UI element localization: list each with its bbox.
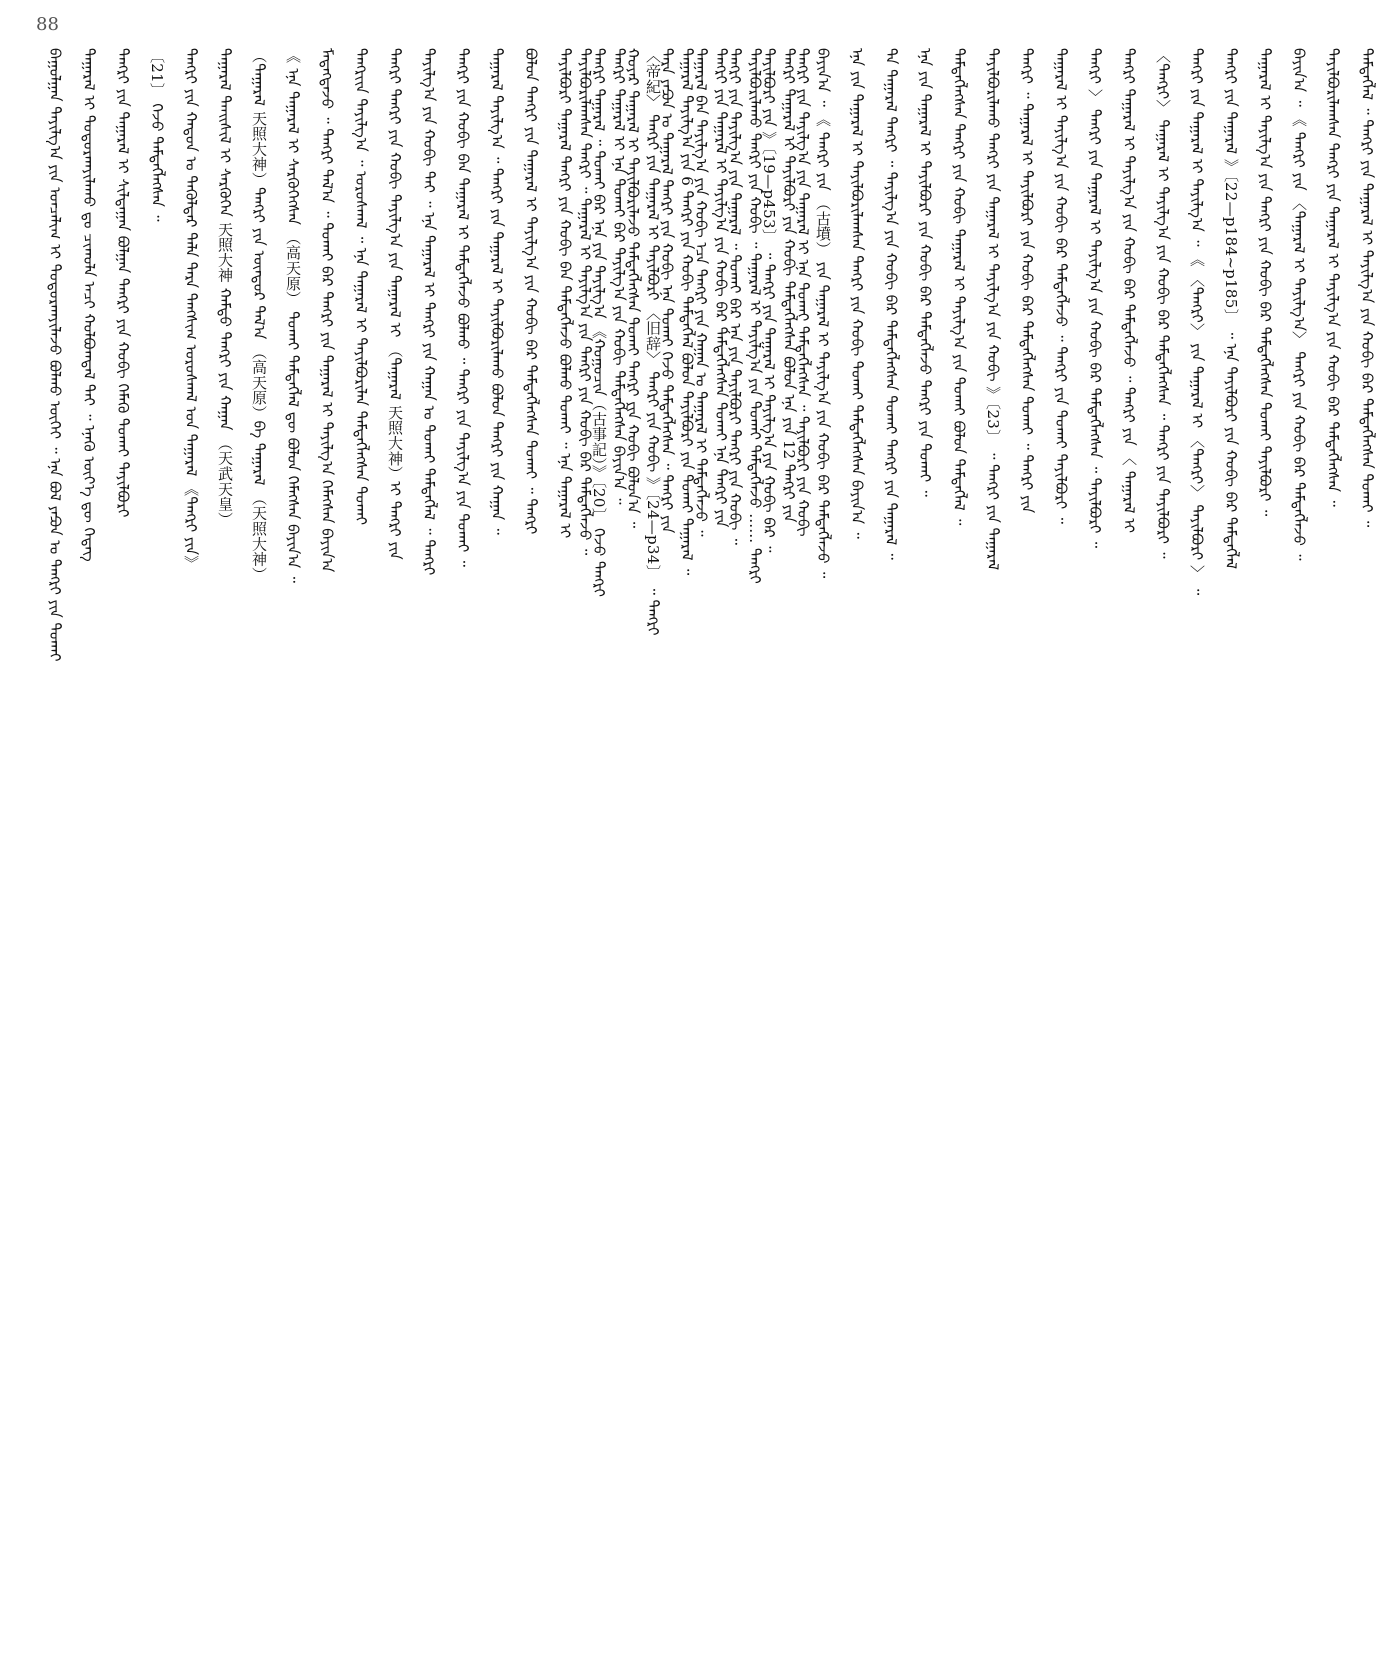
text-line: ᠲᠠᠭᠠᠷᠠᠯ ᠢ ᠲᠠᠶᠢᠯᠭ᠎ᠠ ᠶᠢᠨ ᠲᠡᠩᠷᠢ ᠶᠢᠨ ᠬᠤᠪᠢ ᠪᠠᠷ ᠲᠡᠮᠳᠡᠭᠯᠡᠭᠰᠡᠨ ᠲᠣᠬᠠᠢ ᠲᠠᠶᠢᠯᠪᠤᠷᠢ ᠃ xyxy=(1256,48,1274,517)
text-line: ᠲᠠᠭᠠᠷᠠᠯ ᠪᠡᠨ ᠲᠠᠶᠢᠯᠭ᠎ᠠ ᠶᠢᠨ ᠬᠤᠪᠢ ᠡᠴᠡ ᠲᠡᠩᠷᠢ ᠶᠢᠨ ᠬᠠᠭᠠᠨ ᠤ ᠲᠠᠭᠠᠷᠠᠯ ᠢ ᠲᠡᠮᠳᠡᠭᠯᠡᠵᠦ ᠃ xyxy=(692,48,710,537)
text-line: ᠲᠡᠩᠷᠢ ᠶᠢᠨ ᠲᠠᠭᠠᠷᠠᠯ ᠢ ᠲᠠᠶᠢᠯᠭ᠎ᠠ ᠶᠢᠨ ᠬᠤᠪᠢ ᠪᠠᠷ ᠲᠡᠮᠳᠡᠭᠯᠡᠭᠰᠡᠨ ᠲᠤᠬᠠᠢ ᠡᠨᠡ ᠲᠡᠩᠷᠢ ᠶᠢᠨ xyxy=(712,48,730,528)
page-number: 88 xyxy=(36,14,59,35)
text-line: ᠲᠠᠭᠠᠷᠠᠯ ᠲᠠᠶᠢᠯᠭ᠎ᠠ ᠶᠢᠨ 6 ᠲᠡᠩᠷᠢ ᠶᠢᠨ ᠬᠤᠪᠢ ᠲᠡᠮᠳᠡᠭᠯᠡᠯ ᠪᠣᠯᠤᠨ ᠲᠠᠶᠢᠯᠪᠤᠷᠢ ᠶᠢᠨ ᠲᠣᠬᠠᠢ ᠲᠠᠭᠠᠷᠠᠯ ᠃ xyxy=(678,48,696,576)
text-line: ᠲᠡᠩᠷᠢ ᠶᠢᠨ ᠲᠠᠭᠠᠷᠠᠯ ᠢ ᠰᠢᠯᠲᠠᠭᠠᠨ ᠪᠣᠯᠭᠠᠨ ᠲᠡᠩᠷᠢ ᠶᠢᠨ ᠬᠤᠪᠢ ᠬᠡᠮᠡᠬᠦ ᠲᠤᠬᠠᠢ ᠲᠠᠶᠢᠯᠪᠤᠷᠢ xyxy=(114,48,132,518)
text-line: （ᠲᠠᠭᠠᠷᠠᠯ 天照大神）ᠲᠡᠩᠷᠢ ᠶᠢᠨ ᠥᠨᠳᠥᠷ ᠲᠠᠯ᠎ᠠ （高天原）ᠪᠠ ᠲᠠᠭᠠᠷᠠᠯ （天照大神） xyxy=(250,48,268,582)
text-line: ᠲᠠᠶᠢᠯᠪᠤᠷᠢᠯᠠᠭᠰᠠᠨ ᠲᠡᠩᠷᠢ ᠶᠢᠨ ᠲᠠᠭᠠᠷᠠᠯ ᠢ ᠲᠠᠶᠢᠯᠭ᠎ᠠ ᠶᠢᠨ ᠬᠤᠪᠢ ᠪᠠᠷ ᠲᠡᠮᠳᠡᠭᠯᠡᠭᠰᠡᠨ ᠃ xyxy=(1324,48,1342,507)
text-line: ᠲᠠᠶᠢᠯᠪᠤᠷᠢ ᠶᠢᠨ 》〔19—p453〕 ᠃ ᠲᠡᠩᠷᠢ ᠶᠢᠨ ᠲᠠᠭᠠᠷᠠᠯ ᠢ ᠲᠠᠶᠢᠯᠭ᠎ᠠ ᠶᠢᠨ ᠬᠤᠪᠢ ᠪᠠᠷ ᠃ xyxy=(760,48,778,553)
text-line: ᠲᠡᠩᠷᠢ ᠶᠢᠨ ᠬᠤᠪᠢ ᠪᠡᠨ ᠲᠠᠭᠠᠷᠠᠯ ᠢ ᠲᠡᠮᠳᠡᠭᠯᠡᠵᠦ ᠪᠣᠯᠬᠤ ᠃ ᠲᠡᠩᠷᠢ ᠶᠢᠨ ᠲᠠᠶᠢᠯᠭ᠎ᠠ ᠶᠢᠨ ᠲᠣᠬᠠᠢ ᠃ xyxy=(454,48,472,567)
text-line: ᠡᠨᠡ ᠶᠢᠨ ᠲᠠᠭᠠᠷᠠᠯ ᠢ ᠲᠠᠶᠢᠯᠪᠤᠷᠢᠯᠠᠭᠰᠠᠨ ᠲᠡᠩᠷᠢ ᠶᠢᠨ ᠬᠤᠪᠢ ᠲᠣᠬᠠᠢ ᠲᠡᠮᠳᠡᠭᠯᠡᠭᠰᠡᠨ ᠪᠠᠶᠢᠨ᠎ᠠ ᠃ xyxy=(848,48,866,539)
text-line: ᠲᠠᠭᠠᠷᠠᠯ ᠢ ᠲᠠᠶᠢᠯᠭ᠎ᠠ ᠶᠢᠨ ᠬᠤᠪᠢ ᠪᠠᠷ ᠲᠡᠮᠳᠡᠭᠯᠡᠵᠦ ᠃ ᠲᠡᠩᠷᠢ ᠶᠢᠨ ᠲᠣᠬᠠᠢ ᠲᠠᠶᠢᠯᠪᠤᠷᠢ ᠃ xyxy=(1052,48,1070,524)
text-line: ᠲᠡᠩᠷᠢ ᠲᠠᠭᠠᠷᠠᠯ ᠢ ᠡᠨᠡ ᠲᠣᠬᠠᠢ ᠪᠠᠷ ᠲᠠᠶᠢᠯᠭ᠎ᠠ ᠶᠢᠨ ᠬᠤᠪᠢ ᠲᠡᠮᠳᠡᠭᠯᠡᠭᠰᠡᠨ ᠪᠠᠶᠢᠨ᠎ᠠ ᠃ xyxy=(610,48,628,505)
text-line: ᠪᠣᠯᠤᠨ ᠲᠡᠩᠷᠢ ᠶᠢᠨ ᠲᠠᠭᠠᠷᠠᠯ ᠢ ᠲᠠᠶᠢᠯᠭ᠎ᠠ ᠶᠢᠨ ᠬᠤᠪᠢ ᠪᠠᠷ ᠲᠡᠮᠳᠡᠭᠯᠡᠭᠰᠡᠨ ᠲᠤᠬᠠᠢ ᠃ ᠲᠡᠩᠷᠢ xyxy=(522,48,540,535)
text-block-right xyxy=(568,48,1376,1658)
text-line: ᠲᠠᠶᠢᠯᠪᠤᠷᠢ ᠲᠠᠭᠠᠷᠠᠯ ᠲᠡᠩᠷᠢ ᠶᠢᠨ ᠬᠤᠪᠢ ᠪᠡᠨ ᠲᠡᠮᠳᠡᠭᠯᠡᠵᠦ ᠪᠣᠯᠬᠤ ᠲᠤᠬᠠᠢ ᠃ ᠡᠨᠡ ᠲᠠᠭᠠᠷᠠᠯ ᠢ xyxy=(556,48,574,539)
text-line: ᠲᠠᠭᠠᠷᠠᠯ ᠢ ᠲᠣᠳᠣᠷᠬᠠᠶᠢᠯᠠᠬᠤ ᠳᠤ ᠴᠢᠬᠤᠯᠠ ᠠᠴᠢ ᠬᠣᠯᠪᠣᠭᠳᠠᠯ ᠲᠠᠢ ᠃ ᠡᠨᠡᠬᠦ ᠦᠶ᠎ᠡ ᠳᠦ ᠭᠡᠳᠡᠭ xyxy=(80,48,98,562)
text-line: ᠲᠠᠶᠢᠯᠭ᠎ᠠ ᠶᠢᠨ ᠬᠤᠪᠢ ᠲᠠᠢ ᠃ ᠡᠨᠡ ᠲᠠᠭᠠᠷᠠᠯ ᠢ ᠲᠡᠩᠷᠢ ᠶᠢᠨ ᠬᠠᠭᠠᠨ ᠤ ᠲᠤᠬᠠᠢ ᠲᠡᠮᠳᠡᠭᠯᠡᠯ ᠃ ᠲᠡᠩᠷᠢ xyxy=(420,48,438,576)
text-line: ᠲᠡᠩᠷᠢ ᠲᠠᠭᠠᠷᠠᠯ ᠢ ᠲᠠᠶᠢᠯᠭ᠎ᠠ ᠶᠢᠨ ᠬᠤᠪᠢ ᠪᠠᠷ ᠲᠡᠮᠳᠡᠭᠯᠡᠵᠦ ᠃ ᠲᠡᠩᠷᠢ ᠶᠢᠨ 〈 ᠲᠠᠭᠠᠷᠠᠯ ᠢ xyxy=(1120,48,1138,534)
text-line: ᠲᠡᠩᠷᠢ ᠶᠢᠨ ᠲᠠᠶᠢᠯᠭ᠎ᠠ ᠶᠢᠨ ᠲᠠᠭᠠᠷᠠᠯ ᠃ ᠲᠤᠬᠠᠢ ᠪᠠᠷ ᠡᠨᠡ ᠶᠢᠨ ᠲᠠᠶᠢᠯᠪᠤᠷᠢ ᠲᠡᠩᠷᠢ ᠶᠢᠨ ᠬᠤᠪᠢ ᠃ xyxy=(726,48,744,545)
text-line: ᠪᠠᠶᠢᠨ᠎ᠠ ᠃ 《 ᠲᠡᠩᠷᠢ ᠶᠢᠨ （古墳） ᠶᠢᠨ ᠲᠠᠭᠠᠷᠠᠯ ᠢ ᠲᠠᠶᠢᠯᠭ᠎ᠠ ᠶᠢᠨ ᠬᠤᠪᠢ ᠪᠠᠷ ᠲᠡᠮᠳᠡᠭᠯᠡᠵᠦ ᠃ xyxy=(814,48,832,579)
text-line: ᠲᠡ ᠲᠠᠭᠠᠷᠠᠯ ᠲᠡᠩᠷᠢ ᠃ ᠲᠠᠶᠢᠯᠭ᠎ᠠ ᠶᠢᠨ ᠬᠤᠪᠢ ᠪᠠᠷ ᠲᠡᠮᠳᠡᠭᠯᠡᠭᠰᠡᠨ ᠲᠤᠬᠠᠢ ᠲᠡᠩᠷᠢ ᠶᠢᠨ ᠲᠠᠭᠠᠷᠠᠯ ᠃ xyxy=(882,48,900,560)
text-line: ᠲᠡᠩᠷᠢ ᠲᠡᠩᠷᠢ ᠶᠢᠨ ᠬᠤᠪᠢ ᠲᠠᠶᠢᠯᠭ᠎ᠠ ᠶᠢᠨ ᠲᠠᠭᠠᠷᠠᠯ ᠢ （ᠲᠠᠭᠠᠷᠠᠯ 天照大神）ᠢ ᠲᠡᠩᠷᠢ ᠶᠢᠨ xyxy=(386,48,404,560)
text-line: ᠲᠠᠶᠢᠯᠪᠤᠷᠢᠯᠠᠭᠰᠠᠨ ᠲᠡᠩᠷᠢ ᠃ ᠲᠠᠭᠠᠷᠠᠯ ᠢ ᠲᠠᠶᠢᠯᠭ᠎ᠠ ᠶᠢᠨ ᠲᠡᠩᠷᠢ ᠶᠢᠨ ᠬᠤᠪᠢ ᠪᠠᠷ ᠲᠡᠮᠳᠡᠭᠯᠡᠵᠦ ᠃ xyxy=(576,48,594,556)
text-line: ᠲᠡᠷᠡ ᠶᠠᠫᠣᠨ ᠤ ᠲᠠᠭᠠᠷᠠᠯ ᠲᠡᠩᠷᠢ ᠶᠢᠨ ᠬᠤᠪᠢ ᠡᠨᠡ ᠲᠣᠬᠠᠢ ᠭᠡᠵᠦ ᠲᠡᠮᠳᠡᠭᠯᠡᠭᠰᠡᠨ ᠃ ᠲᠡᠩᠷᠢ ᠶᠢᠨ xyxy=(658,48,676,534)
text-line: 〈帝紀〉 ᠲᠡᠩᠷᠢ ᠶᠢᠨ ᠲᠠᠭᠠᠷᠠᠯ ᠢ ᠲᠠᠶᠢᠯᠪᠤᠷᠢ 〈旧辞〉 ᠲᠡᠩᠷᠢ ᠶᠢᠨ ᠬᠤᠪᠢ 》〔24—p34〕 ᠃ ᠲᠡᠩᠷᠢ xyxy=(644,48,662,636)
text-line: ᠲᠡᠩᠷᠢ 〉 ᠲᠡᠩᠷᠢ ᠶᠢᠨ ᠲᠠᠭᠠᠷᠠᠯ ᠢ ᠲᠠᠶᠢᠯᠭ᠎ᠠ ᠶᠢᠨ ᠬᠤᠪᠢ ᠪᠠᠷ ᠲᠡᠮᠳᠡᠭᠯᠡᠭᠰᠡᠨ ᠃ ᠲᠠᠶᠢᠯᠪᠤᠷᠢ ᠃ xyxy=(1086,48,1104,548)
text-line: ᠲᠡᠩᠷᠢᠢᠨ ᠲᠠᠶᠢᠯᠭ᠎ᠠ ᠃ ᠤᠷᠤᠰᠬᠠᠯ ᠃ ᠡᠨᠡ ᠲᠠᠭᠠᠷᠠᠯ ᠢ ᠲᠠᠶᠢᠯᠪᠤᠷᠢᠯᠠᠨ ᠲᠡᠮᠳᠡᠭᠯᠡᠭᠰᠡᠨ ᠲᠣᠬᠠᠢ xyxy=(352,48,370,526)
text-line: ᠲᠡᠮᠳᠡᠭᠯᠡᠭᠰᠡᠨ ᠲᠡᠩᠷᠢ ᠶᠢᠨ ᠬᠤᠪᠢ ᠲᠠᠭᠠᠷᠠᠯ ᠢ ᠲᠠᠶᠢᠯᠭ᠎ᠠ ᠶᠢᠨ ᠲᠣᠬᠠᠢ ᠪᠣᠯᠤᠨ ᠲᠡᠮᠳᠡᠭᠯᠡᠯ ᠃ xyxy=(950,48,968,526)
text-line: 〈ᠲᠡᠩᠷᠢ〉 ᠲᠠᠭᠠᠷᠠᠯ ᠢ ᠲᠠᠶᠢᠯᠭ᠎ᠠ ᠶᠢᠨ ᠬᠤᠪᠢ ᠪᠠᠷ ᠲᠡᠮᠳᠡᠭᠯᠡᠭᠰᠡᠨ ᠃ ᠲᠡᠩᠷᠢ ᠶᠢᠨ ᠲᠠᠶᠢᠯᠪᠤᠷᠢ ᠃ xyxy=(1154,48,1172,559)
text-line: ᠲᠡᠩᠷᠢ ᠲᠠᠭᠠᠷᠠᠯ ᠢ ᠲᠠᠶᠢᠯᠪᠤᠷᠢ ᠶᠢᠨ ᠬᠤᠪᠢ ᠲᠡᠮᠳᠡᠭᠯᠡᠭᠰᠡᠨ ᠪᠣᠯᠤᠨ ᠡᠨᠡ ᠶᠢᠨ 12 ᠲᠡᠩᠷᠢ ᠶᠢᠨ xyxy=(780,48,798,523)
text-line: ᠲᠠᠭᠠᠷᠠᠯ ᠲᠠᠶᠢᠯᠭ᠎ᠠ ᠃ ᠲᠡᠩᠷᠢ ᠶᠢᠨ ᠲᠠᠭᠠᠷᠠᠯ ᠢ ᠲᠠᠶᠢᠯᠪᠤᠷᠢᠯᠠᠬᠤ ᠪᠣᠯᠤᠨ ᠲᠡᠩᠷᠢ ᠶᠢᠨ ᠬᠠᠭᠠᠨ ᠃ xyxy=(488,48,506,535)
text-line: ᠲᠡᠩᠷᠢ ᠃ ᠲᠠᠭᠠᠷᠠᠯ ᠢ ᠲᠠᠶᠢᠯᠪᠤᠷᠢ ᠶᠢᠨ ᠬᠤᠪᠢ ᠪᠠᠷ ᠲᠡᠮᠳᠡᠭᠯᠡᠭᠰᠡᠨ ᠲᠣᠬᠠᠢ ᠃ ᠲᠡᠩᠷᠢ ᠶᠢᠨ xyxy=(1018,48,1036,514)
text-line: ᠲᠡᠩᠷᠢ ᠶᠢᠨ ᠬᠠᠲᠤᠨ ᠤ ᠲᠡᠭᠦᠯᠳᠡᠷ ᠲᠠᠯᠠ ᠲᠡᠷᠡ ᠲᠠᠩᠰᠢᠭ ᠤᠷᠤᠰᠬᠠᠯ ᠤᠨ ᠲᠠᠭᠠᠷᠠᠯ 《ᠲᠡᠩᠷᠢ ᠶᠢᠨ》 xyxy=(182,48,200,571)
text-line: 〔21〕 ᠭᠡᠵᠦ ᠲᠡᠮᠳᠡᠭᠯᠡᠭᠰᠡᠨ ᠃ xyxy=(148,48,166,222)
text-line: ᠲᠠᠭᠠᠷᠠᠯ ᠲᠠ᠋ᠢᠰᠢᠯ ᠢ ᠰᠡᠷᠭᠦᠭᠡᠨ 天照大神 ᠬᠠᠮᠲᠤ ᠲᠡᠩᠷᠢ ᠶᠢᠨ ᠬᠠᠭᠠᠨ （天武天皇） xyxy=(216,48,234,528)
text-line: ᠬᠣᠶᠠᠷ ᠲᠠᠭᠠᠷᠠᠯ ᠢ ᠲᠠᠶᠢᠯᠪᠤᠷᠢᠯᠠᠵᠤ ᠲᠡᠮᠳᠡᠭᠯᠡᠭᠰᠡᠨ ᠲᠤᠬᠠᠢ ᠲᠡᠩᠷᠢ ᠶᠢᠨ ᠬᠤᠪᠢ ᠪᠣᠯᠤᠨ᠎ᠠ ᠃ xyxy=(624,48,642,529)
text-line: ᠪᠠᠶᠢᠨ᠎ᠠ ᠃ 《 ᠲᠡᠩᠷᠢ ᠶᠢᠨ 〈ᠲᠠᠭᠠᠷᠠᠯ ᠢ ᠲᠠᠶᠢᠯᠭ᠎ᠠ〉 ᠲᠡᠩᠷᠢ ᠶᠢᠨ ᠬᠤᠪᠢ ᠪᠠᠷ ᠲᠡᠮᠳᠡᠭᠯᠡᠵᠦ ᠃ xyxy=(1290,48,1308,561)
text-line: ᠲᠠᠶᠢᠯᠪᠤᠷᠢᠯᠠᠬᠤ ᠲᠡᠩᠷᠢ ᠶᠢᠨ ᠬᠤᠪᠢ ᠃ ᠲᠠᠭᠠᠷᠠᠯ ᠢ ᠲᠠᠶᠢᠯᠭ᠎ᠠ ᠶᠢᠨ ᠲᠣᠬᠠᠢ ᠲᠡᠮᠳᠡᠭᠯᠡᠵᠦ …… ᠲᠡᠩᠷᠢ xyxy=(746,48,764,584)
text-line: ᠲᠡᠩᠷᠢ ᠶᠢᠨ ᠲᠠᠭᠠᠷᠠᠯ ᠢ ᠲᠠᠶᠢᠯᠭ᠎ᠠ ᠃ 《 〈ᠲᠡᠩᠷᠢ〉 ᠶᠢᠨ ᠲᠠᠭᠠᠷᠠᠯ ᠢ 〈ᠲᠡᠩᠷᠢ〉 ᠲᠠᠶᠢᠯᠪᠤᠷᠢ 〉 ᠃ xyxy=(1188,48,1206,596)
text-line: ᠲᠡᠩᠷᠢ ᠶᠢᠨ ᠲᠠᠶᠢᠯᠭ᠎ᠠ ᠶᠢᠨ ᠲᠠᠭᠠᠷᠠᠯ ᠢ ᠡᠨᠡ ᠲᠣᠬᠠᠢ ᠲᠡᠮᠳᠡᠭᠯᠡᠭᠰᠡᠨ ᠃ ᠲᠠᠶᠢᠯᠪᠤᠷᠢ ᠶᠢᠨ ᠬᠤᠪᠢ xyxy=(794,48,812,537)
text-line: ᠲᠡᠮᠳᠡᠭᠯᠡᠯ ᠃ ᠲᠡᠩᠷᠢ ᠶᠢᠨ ᠲᠠᠭᠠᠷᠠᠯ ᠢ ᠲᠠᠶᠢᠯᠭ᠎ᠠ ᠶᠢᠨ ᠬᠤᠪᠢ ᠪᠠᠷ ᠲᠡᠮᠳᠡᠭᠯᠡᠭᠰᠡᠨ ᠲᠣᠬᠠᠢ ᠃ xyxy=(1358,48,1376,528)
text-line: ᠡᠨᠡ ᠶᠢᠨ ᠲᠠᠭᠠᠷᠠᠯ ᠢ ᠲᠠᠶᠢᠯᠪᠤᠷᠢ ᠶᠢᠨ ᠬᠤᠪᠢ ᠪᠠᠷ ᠲᠡᠮᠳᠡᠭᠯᠡᠵᠦ ᠲᠡᠩᠷᠢ ᠶᠢᠨ ᠲᠣᠬᠠᠢ ᠃ xyxy=(916,48,934,497)
text-line: ᠲᠡᠩᠷᠢ ᠶᠢᠨ ᠲᠠᠭᠠᠷᠠᠯ 》〔22—p184~p185〕 ᠃ ᠡᠨᠡ ᠲᠠᠶᠢᠯᠪᠤᠷᠢ ᠶᠢᠨ ᠬᠤᠪᠢ ᠪᠠᠷ ᠲᠡᠮᠳᠡᠭᠯᠡᠯ xyxy=(1222,48,1240,569)
text-line: ᠲᠠᠶᠢᠯᠪᠤᠷᠢᠯᠠᠬᠤ ᠲᠡᠩᠷᠢ ᠶᠢᠨ ᠲᠠᠭᠠᠷᠠᠯ ᠢ ᠲᠠᠶᠢᠯᠭ᠎ᠠ ᠶᠢᠨ ᠬᠤᠪᠢ 》〔23〕 ᠃ ᠲᠡᠩᠷᠢ ᠶᠢᠨ ᠲᠠᠭᠠᠷᠠᠯ xyxy=(984,48,1002,571)
text-line: 《 ᠡᠨᠡ ᠲᠠᠭᠠᠷᠠᠯ ᠢ ᠰᠡᠷᠭᠦᠭᠡᠭᠰᠡᠨ （高天原） ᠲᠣᠬᠠᠢ ᠲᠡᠮᠳᠡᠭᠯᠡᠯ ᠳᠦ ᠪᠣᠯᠤᠨ ᠬᠡᠮᠡᠭᠰᠡᠨ ᠪᠠᠶᠢᠨ᠎ᠠ ᠃ xyxy=(284,48,302,583)
text-line: ᠲᠡᠩᠷᠢ ᠲᠠᠭᠠᠷᠠᠯ ᠃ ᠲᠤᠬᠠᠢ ᠪᠠᠷ ᠡᠨᠡ ᠶᠢᠨ ᠲᠠᠶᠢᠯᠭ᠎ᠠ 《ᠬᠤᠭᠤᠴᠢᠨ（古事記）》〔20〕 ᠭᠡᠵᠦ ᠲᠡᠩᠷᠢ xyxy=(590,48,608,597)
text-line: ᠪᠠᠭᠤᠯᠭᠠᠨ ᠲᠠᠶᠢᠯᠭ᠎ᠠ ᠶᠢᠨ ᠣᠨᠴᠠᠯᠢᠭ ᠢ ᠲᠣᠳᠣᠷᠬᠠᠶᠢᠯᠠᠵᠤ ᠪᠣᠯᠬᠤ ᠦᠭᠡᠢ ᠃ ᠡᠨᠡ ᠪᠣᠯ ᠶᠠᠫᠣᠨ ᠤ ᠲᠡᠩᠷᠢ ᠶᠢᠨ ᠲᠤᠬᠠᠢ xyxy=(46,48,64,662)
text-line: ᠮᠡᠳᠡᠭᠳᠡᠵᠦ ᠃ ᠲᠡᠩᠷᠢ ᠲᠠᠯ᠎ᠠ ᠃ ᠲᠤᠬᠠᠢ ᠪᠠᠷ ᠲᠡᠩᠷᠢ ᠶᠢᠨ ᠲᠠᠭᠠᠷᠠᠯ ᠢ ᠲᠠᠶᠢᠯᠭ᠎ᠠ ᠬᠡᠮᠡᠭᠰᠡᠨ ᠪᠠᠶᠢᠨ᠎ᠠ xyxy=(318,48,336,573)
